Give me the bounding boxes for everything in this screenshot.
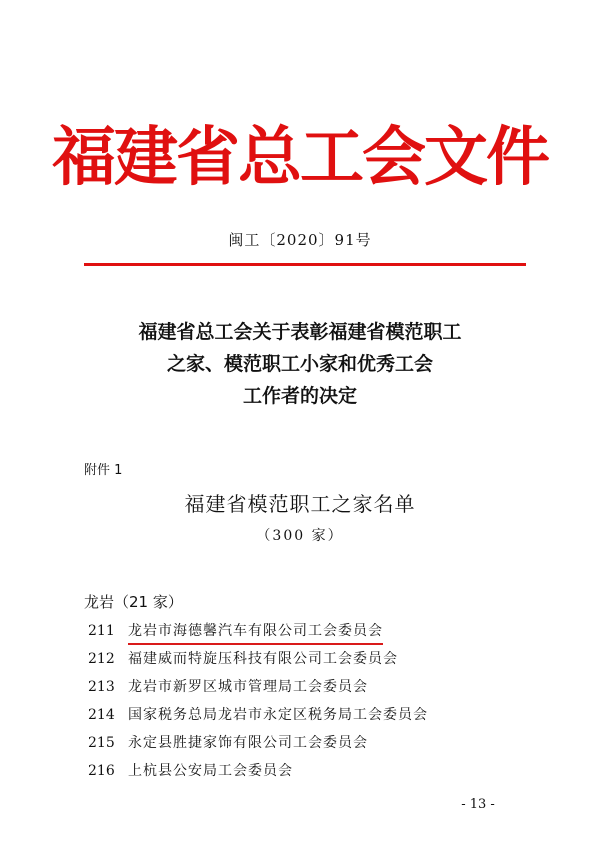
- list-item-number: 211: [88, 623, 115, 639]
- list-item-name: 国家税务总局龙岩市永定区税务局工会委员会: [128, 707, 428, 723]
- list-count: （300 家）: [256, 528, 344, 544]
- attachment-label: 附件 1: [84, 463, 123, 478]
- region-heading: 龙岩（21 家）: [84, 593, 183, 611]
- decision-title-line-1: 福建省总工会关于表彰福建省模范职工: [138, 321, 462, 343]
- list-title: 福建省模范职工之家名单: [184, 492, 416, 516]
- list-item-number: 215: [88, 735, 115, 751]
- list-item-number: 214: [88, 707, 115, 723]
- red-separator-rule: [84, 263, 526, 266]
- list-item-name: 永定县胜捷家饰有限公司工会委员会: [128, 735, 368, 751]
- list-item-name: 上杭县公安局工会委员会: [128, 763, 293, 779]
- document-header-title: 福建省总工会文件: [52, 120, 548, 195]
- list-item: [88, 760, 293, 782]
- list-item: [88, 732, 368, 754]
- list-item: [88, 620, 383, 642]
- list-item: [88, 648, 398, 670]
- decision-title-line-3: 工作者的决定: [242, 385, 357, 407]
- page-number: - 13 -: [461, 797, 495, 812]
- list-item-number: 216: [88, 763, 115, 779]
- list-item-number: 212: [88, 651, 115, 667]
- list-item-name: 龙岩市海德馨汽车有限公司工会委员会: [128, 620, 383, 645]
- document-number: 闽工〔2020〕91号: [228, 231, 372, 249]
- list-item: [88, 676, 368, 698]
- list-item-name: 龙岩市新罗区城市管理局工会委员会: [128, 679, 368, 695]
- list-item-name: 福建威而特旋压科技有限公司工会委员会: [128, 651, 398, 667]
- list-item: [88, 704, 428, 726]
- decision-title: [0, 316, 600, 412]
- list-item-number: 213: [88, 679, 115, 695]
- decision-title-line-2: 之家、模范职工小家和优秀工会: [166, 353, 433, 375]
